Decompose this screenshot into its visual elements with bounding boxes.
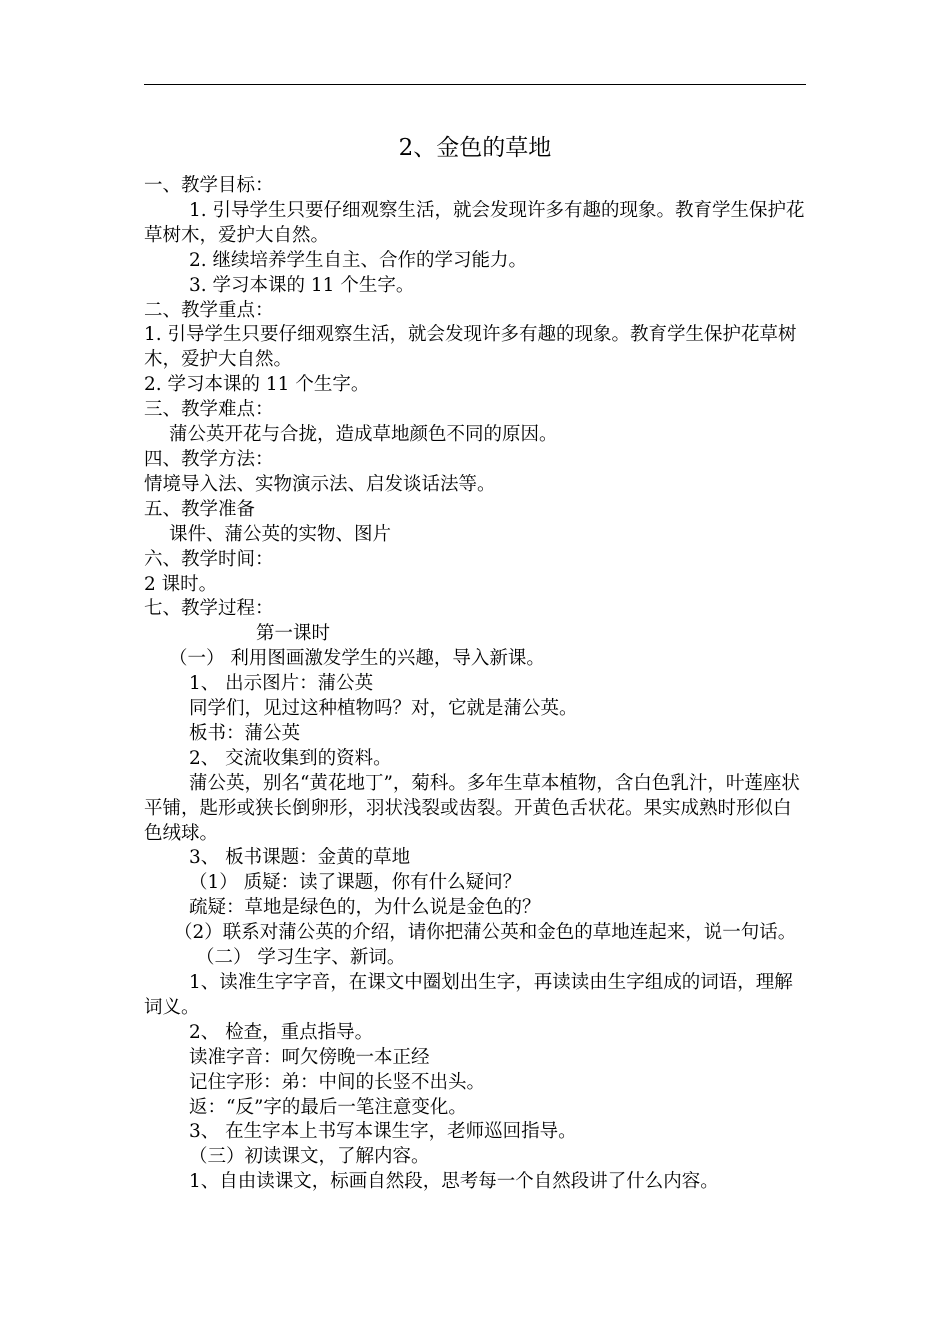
text-line: 1. 引导学生只要仔细观察生活，就会发现许多有趣的现象。教育学生保护花草树木，爱护大自然。 xyxy=(144,324,797,371)
text-line: 五、教学准备 xyxy=(144,498,256,520)
text-line: 七、教学过程： xyxy=(144,598,274,620)
text-line: 蒲公英，别名“黄花地丁”，菊科。多年生草本植物，含白色乳汁，叶莲座状平铺，匙形或狭长倒卵形，羽状浅裂或齿裂。开黄色舌状花。果实成熟时形似白色绒球。 xyxy=(144,772,800,844)
text-line: 1、 出示图片：蒲公英 xyxy=(189,673,374,695)
text-line: 2. 继续培养学生自主、合作的学习能力。 xyxy=(189,249,528,271)
text-line: 1、读准生字字音，在课文中圈划出生字，再读读由生字组成的词语，理解词义。 xyxy=(144,972,793,1018)
text-line: 3、 在生字本上书写本课生字，老师巡回指导。 xyxy=(189,1121,577,1143)
document-body xyxy=(144,174,809,1195)
text-line: 读准字音：呵欠傍晚一本正经 xyxy=(189,1046,430,1068)
text-line: 疏疑：草地是绿色的，为什么说是金色的？ xyxy=(189,897,541,919)
text-line: 3. 学习本课的 11 个生字。 xyxy=(189,274,415,296)
text-line: 四、教学方法： xyxy=(144,448,274,470)
text-line: 板书：蒲公英 xyxy=(189,722,301,744)
text-line: （1） 质疑：读了课题，你有什么疑问？ xyxy=(189,872,522,894)
text-line: 2 课时。 xyxy=(144,573,218,595)
text-line: 记住字形：弟：中间的长竖不出头。 xyxy=(189,1071,486,1093)
text-line: 第一课时 xyxy=(256,623,331,645)
text-line: 1、自由读课文，标画自然段，思考每一个自然段讲了什么内容。 xyxy=(189,1171,719,1193)
text-line: 同学们，见过这种植物吗？对，它就是蒲公英。 xyxy=(189,698,578,720)
header-rule xyxy=(144,84,806,85)
text-line: 2、 交流收集到的资料。 xyxy=(189,747,392,769)
text-line: 返：“反”字的最后一笔注意变化。 xyxy=(189,1096,467,1118)
page-title: 2、金色的草地 xyxy=(398,135,552,161)
text-line: （一） 利用图画激发学生的兴趣，导入新课。 xyxy=(169,648,545,670)
text-line: 1. 引导学生只要仔细观察生活，就会发现许多有趣的现象。教育学生保护花草树木，爱护大自然。 xyxy=(144,199,805,246)
text-line: 课件、蒲公英的实物、图片 xyxy=(169,523,392,545)
text-line: 一、教学目标： xyxy=(144,175,274,196)
text-line: （2）联系对蒲公英的介绍，请你把蒲公英和金色的草地连起来，说一句话。 xyxy=(174,922,797,944)
text-line: 情境导入法、实物演示法、启发谈话法等。 xyxy=(144,473,496,495)
text-line: （三）初读课文，了解内容。 xyxy=(189,1146,430,1168)
text-line: 六、教学时间： xyxy=(144,548,274,570)
text-line: 二、教学重点： xyxy=(144,299,274,321)
text-line: 三、教学难点： xyxy=(144,399,274,421)
text-line: 2. 学习本课的 11 个生字。 xyxy=(144,374,370,396)
text-line: 2、 检查，重点指导。 xyxy=(189,1021,374,1043)
text-line: 蒲公英开花与合拢，造成草地颜色不同的原因。 xyxy=(169,424,558,446)
text-line: （二） 学习生字、新词。 xyxy=(196,947,406,969)
text-line: 3、 板书课题：金黄的草地 xyxy=(189,847,411,869)
